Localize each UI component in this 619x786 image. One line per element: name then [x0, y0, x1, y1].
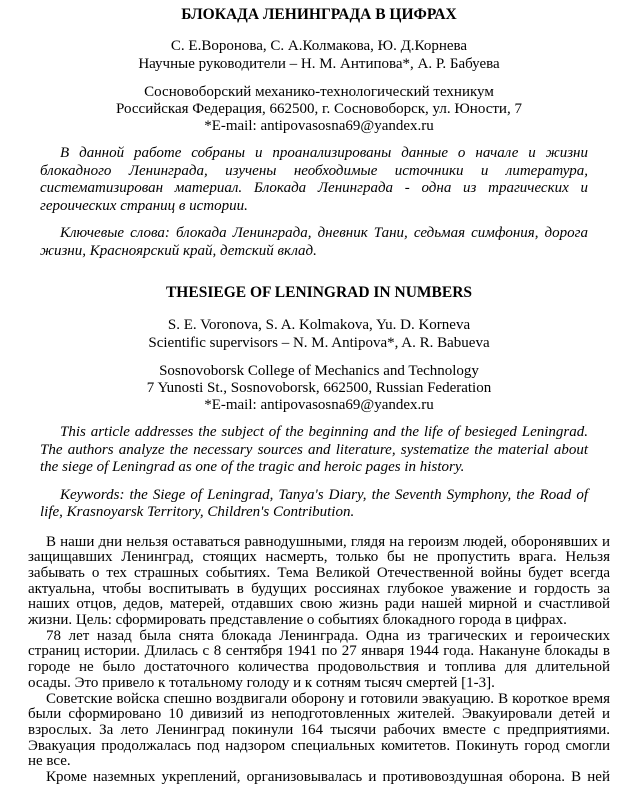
affiliation-ru-email: *E-mail: antipovasosna69@yandex.ru	[204, 118, 434, 134]
paper-title-ru: БЛОКАДА ЛЕНИНГРАДА В ЦИФРАХ	[181, 6, 457, 23]
body-paragraph-truncated: Кроме наземных укреплений, организовывалась и противовоздушная оборона. В ней	[46, 769, 610, 786]
abstract-en: This article addresses the subject of the beginning and the life of besieged Leningrad. The authors analyze the necessary sources and literature, systematize the material about the siege of Leningrad as one of the tragic and heroic pages in history.	[40, 424, 588, 475]
abstract-block-ru	[40, 145, 588, 215]
body-paragraph: В наши дни нельзя оставаться равнодушными, глядя на героизм людей, оборонявших и защищавших Ленинград, стоящих насмерть, только бы не пропустить врага. Нельзя забывать о тех страшных событиях. Тема Великой Отечественной войны будет всегда актуальна, чтобы воспитывать в будущих россиянах глубокое уважение и гордость за наших отцов, дедов, матерей, отдавших свою жизнь ради нашей мирной и счастливой жизни. Цель: сформировать представление о событиях блокадного города в цифрах.	[28, 533, 610, 629]
supervisors-en: Scientific supervisors – N. M. Antipova*, A. R. Babueva	[148, 335, 490, 351]
affiliation-en-institution: Sosnovoborsk College of Mechanics and Technology	[159, 363, 479, 379]
affiliation-block-ru	[28, 84, 610, 135]
affiliation-ru-institution: Сосновоборский механико-технологический техникум	[144, 84, 494, 100]
affiliation-en-email: *E-mail: antipovasosna69@yandex.ru	[204, 397, 434, 413]
keywords-block-ru	[40, 225, 588, 260]
article-body	[28, 535, 610, 786]
authors-block-en	[28, 316, 610, 352]
paper-title-en: THESIEGE OF LENINGRAD IN NUMBERS	[165, 284, 473, 301]
authors-ru: С. Е.Воронова, С. А.Колмакова, Ю. Д.Корнева	[170, 38, 468, 54]
body-paragraph: 78 лет назад была снята блокада Ленинграда. Одна из трагических и героических страниц истории. Длилась с 8 сентября 1941 по 27 января 1944 года. Накануне блокады в городе не было достаточного количества продовольствия и топлива для длительной осады. Это привело к тотальному голоду и к сотням тысяч смертей [1-3].	[28, 627, 610, 691]
body-paragraph: Советские войска спешно воздвигали оборону и готовили эвакуацию. В короткое время были сформировано 10 дивизий из неподготовленных жителей. Эвакуировали детей и взрослых. За лето Ленинград покинули 164 тысячи рабочих вместе с предприятиями. Эвакуация продолжалась под надзором специальных комитетов. Покинуть город смогли не все.	[28, 690, 610, 770]
keywords-en: Keywords: the Siege of Leningrad, Tanya's Diary, the Seventh Symphony, the Road of life, Krasnoyarsk Territory, Children's Contribution.	[40, 486, 588, 520]
affiliation-ru-address: Российская Федерация, 662500, г. Сосновоборск, ул. Юности, 7	[116, 101, 522, 117]
keywords-ru: Ключевые слова: блокада Ленинграда, дневник Тани, седьмая симфония, дорога жизни, Красноярский край, детский вклад.	[40, 225, 588, 259]
supervisors-ru: Научные руководители – Н. М. Антипова*, А. Р. Бабуева	[138, 56, 500, 72]
authors-en: S. E. Voronova, S. A. Kolmakova, Yu. D. Korneva	[167, 317, 471, 333]
authors-block-ru	[28, 37, 610, 73]
abstract-block-en	[40, 424, 588, 477]
abstract-ru: В данной работе собраны и проанализированы данные о начале и жизни блокадного Ленинграда, изучены необходимые источники и литература, систематизирован материал. Блокада Ленинграда - одна из трагических и героических страниц в истории.	[40, 145, 588, 214]
affiliation-en-address: 7 Yunosti St., Sosnovoborsk, 662500, Russian Federation	[146, 380, 492, 396]
keywords-block-en	[40, 487, 588, 522]
affiliation-block-en	[28, 363, 610, 414]
